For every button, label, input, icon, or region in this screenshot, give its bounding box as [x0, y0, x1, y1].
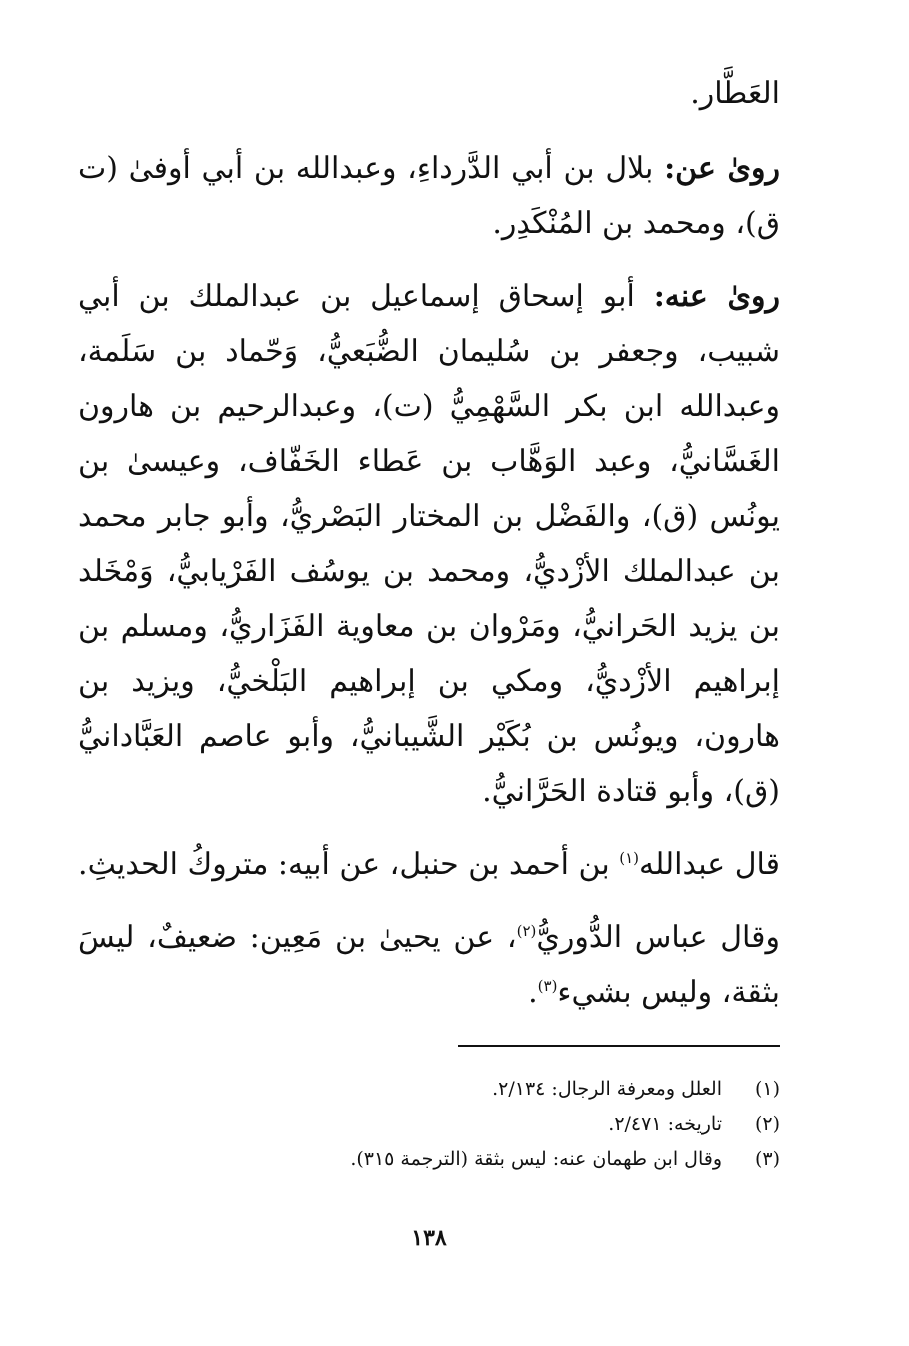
text-qal-abdallah-after: بن أحمد بن حنبل، عن أبيه: متروكُ الحديثِ. [78, 847, 620, 882]
text-riwaya-an: بلال بن أبي الدَّرداءِ، وعبدالله بن أبي أوفىٰ (ت ق)، ومحمد بن المُنْكَدِر. [78, 151, 780, 241]
text-qal-abbas-after: . [528, 975, 538, 1010]
footnotes-section [78, 1072, 780, 1177]
text-attar: العَطَّار. [690, 76, 780, 111]
label-riwaya-an: روىٰ عن: [664, 151, 780, 186]
page-number: ١٣٨ [411, 1225, 447, 1251]
footnote-text: تاريخه: ٢/٤٧١. [608, 1113, 722, 1135]
text-riwaya-anhu: أبو إسحاق إسماعيل بن عبدالملك بن أبي شبيب، وجعفر بن سُليمان الضُّبَعيُّ، وَحّماد بن سَلَمة، وعبدالله ابن بكر السَّهْمِيُّ (ت)، وعبدالرحيم بن هارون الغَسَّانيُّ، وعبد الوَهَّاب بن عَطاء الخَفّاف، وعيسىٰ بن يونُس (ق)، والفَضْل بن المختار البَصْريُّ، وأبو جابر محمد بن عبدالملك الأزْديُّ، ومحمد بن يوسُف الفَرْيابيُّ، وَمْخَلد بن يزيد الحَرانيُّ، ومَرْوان بن معاوية الفَزَاريُّ، ومسلم بن إبراهيم الأزْديُّ، ومكي بن إبراهيم البَلْخيُّ، ويزيد بن هارون، ويونُس بن بُكَيْر الشَّيبانيُّ، وأبو عاصم العَبَّادانيُّ (ق)، وأبو قتادة الحَرَّانيُّ. [78, 279, 780, 809]
footnote-item [78, 1107, 780, 1142]
footnote-ref-1[interactable]: (١) [619, 849, 639, 867]
paragraph-qal-abbas [78, 910, 780, 1020]
footnote-item [78, 1072, 780, 1107]
footnote-number: (٢) [754, 1113, 780, 1135]
text-qal-abdallah-before: قال عبدالله [638, 847, 780, 882]
paragraph-attar [78, 66, 780, 121]
footnote-item [78, 1142, 780, 1177]
text-qal-abbas-middle: ، عن يحيىٰ بن مَعِين: ضعيفٌ، ليسَ بثقة، وليس بشيء [78, 920, 780, 1010]
footnote-number: (٣) [754, 1148, 780, 1170]
footnote-ref-2[interactable]: (٢) [516, 922, 537, 940]
footnote-number: (١) [754, 1078, 780, 1100]
paragraph-riwaya-an [78, 141, 780, 251]
footnote-divider [458, 1045, 780, 1047]
text-qal-abbas-before: وقال عباس الدُّوريُّ [536, 920, 781, 955]
footnote-text: وقال ابن طهمان عنه: ليس بثقة (الترجمة ٣١٥). [350, 1148, 722, 1170]
paragraph-qal-abdallah [78, 837, 780, 892]
book-page [78, 60, 780, 1310]
label-riwaya-anhu: روىٰ عنه: [653, 279, 780, 314]
paragraph-riwaya-anhu [78, 269, 780, 819]
footnote-ref-3[interactable]: (٣) [537, 977, 558, 995]
footnote-text: العلل ومعرفة الرجال: ٢/١٣٤. [492, 1078, 722, 1100]
